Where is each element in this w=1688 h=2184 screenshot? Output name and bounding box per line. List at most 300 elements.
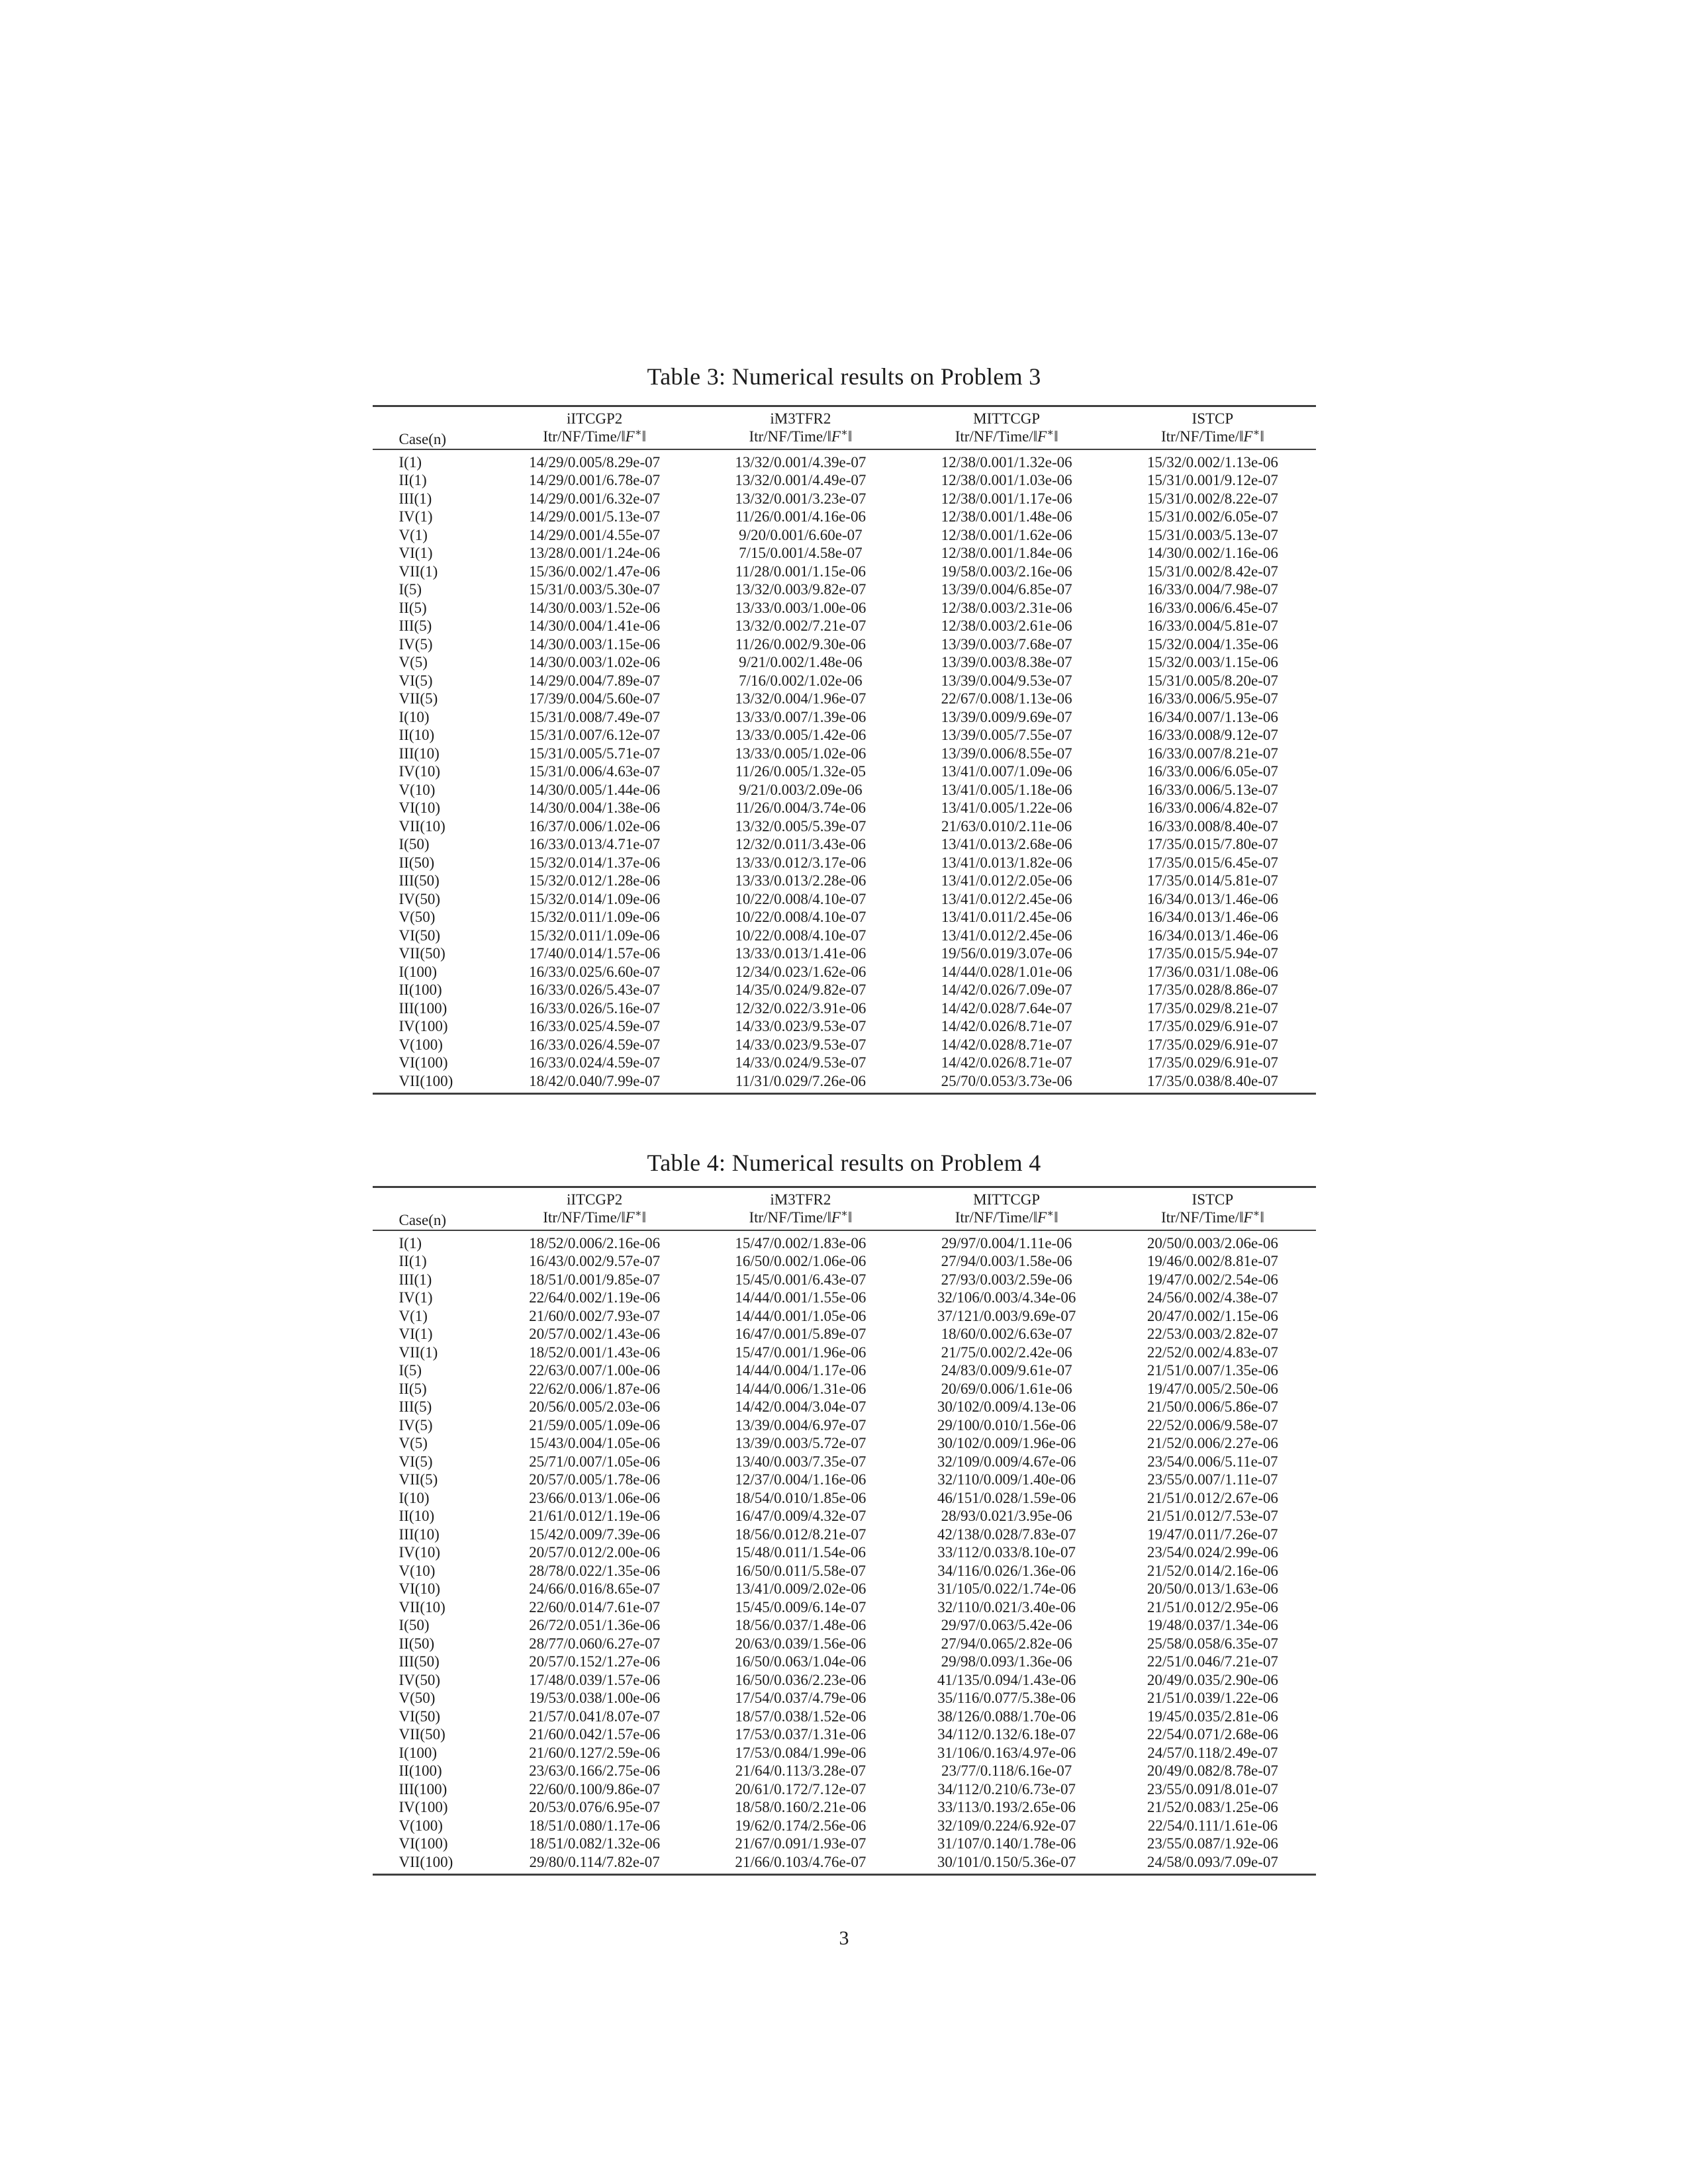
value-cell: 13/39/0.003/7.68e-07 xyxy=(941,635,1072,653)
value-cell: 17/35/0.038/8.40e-07 xyxy=(1147,1072,1278,1089)
value-cell: 16/34/0.013/1.46e-06 xyxy=(1147,927,1278,944)
value-cell: 19/62/0.174/2.56e-06 xyxy=(735,1817,867,1834)
value-cell: 20/50/0.003/2.06e-06 xyxy=(1147,1234,1278,1251)
value-cell: 18/51/0.001/9.85e-07 xyxy=(529,1271,661,1288)
value-cell: 15/32/0.014/1.09e-06 xyxy=(529,890,661,907)
result-row xyxy=(373,927,1316,945)
value-cell: 16/33/0.025/6.60e-07 xyxy=(529,963,661,980)
value-cell: 13/39/0.004/6.97e-07 xyxy=(735,1416,867,1433)
value-cell: 22/63/0.007/1.00e-06 xyxy=(529,1362,661,1379)
value-cell: 17/35/0.014/5.81e-07 xyxy=(1147,872,1278,889)
value-cell: 20/57/0.152/1.27e-06 xyxy=(529,1653,661,1670)
case-cell: III(5) xyxy=(399,617,432,634)
value-cell: 21/50/0.006/5.86e-07 xyxy=(1147,1398,1278,1415)
value-cell: 17/35/0.029/6.91e-07 xyxy=(1147,1054,1278,1071)
result-row xyxy=(373,1689,1316,1707)
value-cell: 16/43/0.002/9.57e-07 xyxy=(529,1253,661,1269)
value-cell: 14/42/0.026/7.09e-07 xyxy=(941,981,1072,998)
value-cell: 9/21/0.003/2.09e-06 xyxy=(739,781,863,798)
value-cell: 13/39/0.005/7.55e-07 xyxy=(941,727,1072,743)
value-cell: 15/32/0.014/1.37e-06 xyxy=(529,854,661,871)
value-cell: 16/33/0.026/5.43e-07 xyxy=(529,981,661,998)
value-cell: 22/67/0.008/1.13e-06 xyxy=(941,690,1072,707)
case-cell: II(50) xyxy=(399,854,435,871)
value-cell: 17/54/0.037/4.79e-06 xyxy=(735,1690,867,1706)
result-row xyxy=(373,526,1316,545)
value-cell: 20/63/0.039/1.56e-06 xyxy=(735,1635,867,1652)
case-cell: IV(1) xyxy=(399,1289,433,1306)
value-cell: 21/64/0.113/3.28e-07 xyxy=(735,1762,866,1779)
case-cell: II(1) xyxy=(399,472,427,488)
result-row xyxy=(373,1653,1316,1671)
value-cell: 7/15/0.001/4.58e-07 xyxy=(739,545,863,561)
value-cell: 13/41/0.012/2.45e-06 xyxy=(941,890,1072,907)
case-cell: III(50) xyxy=(399,872,440,889)
case-cell: III(10) xyxy=(399,1525,440,1543)
value-cell: 20/56/0.005/2.03e-06 xyxy=(529,1398,661,1415)
value-cell: 13/41/0.009/2.02e-06 xyxy=(735,1580,867,1597)
case-cell: VI(100) xyxy=(399,1054,448,1071)
table4 xyxy=(373,1186,1316,1876)
case-cell: IV(5) xyxy=(399,635,433,653)
case-cell: IV(50) xyxy=(399,1671,441,1688)
value-cell: 32/110/0.021/3.40e-06 xyxy=(937,1598,1076,1615)
value-cell: 16/33/0.024/4.59e-07 xyxy=(529,1054,661,1071)
value-cell: 17/35/0.015/7.80e-07 xyxy=(1147,836,1278,852)
case-cell: VII(1) xyxy=(399,563,438,580)
method-header-istcp: ISTCP xyxy=(1192,1191,1234,1208)
value-cell: 13/41/0.013/2.68e-06 xyxy=(941,836,1072,852)
value-cell: 17/53/0.084/1.99e-06 xyxy=(735,1744,867,1761)
value-cell: 14/29/0.004/7.89e-07 xyxy=(529,672,661,689)
metrics-header xyxy=(698,428,904,449)
case-cell: VII(50) xyxy=(399,1726,445,1743)
result-row xyxy=(373,708,1316,727)
value-cell: 20/69/0.006/1.61e-06 xyxy=(941,1380,1072,1397)
value-cell: 16/50/0.011/5.58e-07 xyxy=(735,1562,866,1579)
method-header-mittcgp: MITTCGP xyxy=(973,410,1041,427)
value-cell: 16/37/0.006/1.02e-06 xyxy=(529,817,661,835)
value-cell: 13/33/0.003/1.00e-06 xyxy=(735,599,867,616)
result-row xyxy=(373,617,1316,635)
value-cell: 22/64/0.002/1.19e-06 xyxy=(529,1289,661,1306)
value-cell: 13/39/0.003/5.72e-07 xyxy=(735,1435,867,1451)
value-cell: 16/33/0.006/4.82e-07 xyxy=(1147,799,1278,816)
value-cell: 15/45/0.009/6.14e-07 xyxy=(735,1598,867,1615)
value-cell: 11/26/0.005/1.32e-05 xyxy=(735,763,866,780)
norm-close: ‖ xyxy=(641,1208,647,1226)
case-cell: VII(100) xyxy=(399,1072,453,1089)
value-cell: 18/56/0.012/8.21e-07 xyxy=(735,1525,867,1543)
value-cell: 23/77/0.118/6.16e-07 xyxy=(941,1762,1072,1779)
metrics-header-row xyxy=(373,428,1316,449)
result-row xyxy=(373,1835,1316,1853)
result-row xyxy=(373,1744,1316,1762)
value-cell: 18/52/0.006/2.16e-06 xyxy=(529,1234,661,1251)
metrics-header-row xyxy=(373,1209,1316,1230)
value-cell: 15/31/0.005/5.71e-07 xyxy=(529,745,661,762)
value-cell: 23/63/0.166/2.75e-06 xyxy=(529,1762,661,1779)
value-cell: 15/31/0.002/8.22e-07 xyxy=(1147,490,1278,507)
value-cell: 16/50/0.036/2.23e-06 xyxy=(735,1671,867,1688)
value-cell: 20/53/0.076/6.95e-07 xyxy=(529,1799,661,1815)
value-cell: 15/32/0.002/1.13e-06 xyxy=(1147,453,1278,471)
value-cell: 15/31/0.008/7.49e-07 xyxy=(529,708,661,725)
value-cell: 29/100/0.010/1.56e-06 xyxy=(937,1416,1076,1433)
value-cell: 23/54/0.024/2.99e-06 xyxy=(1147,1544,1278,1561)
value-cell: 21/67/0.091/1.93e-07 xyxy=(735,1835,867,1852)
case-cell: IV(10) xyxy=(399,1544,441,1561)
case-cell: VII(10) xyxy=(399,817,445,835)
result-row xyxy=(373,890,1316,909)
method-header-mittcgp: MITTCGP xyxy=(973,1191,1041,1208)
value-cell: 14/44/0.028/1.01e-06 xyxy=(941,963,1072,980)
result-row xyxy=(373,690,1316,708)
value-cell: 13/32/0.004/1.96e-07 xyxy=(735,690,867,707)
value-cell: 16/34/0.007/1.13e-06 xyxy=(1147,708,1278,725)
value-cell: 12/38/0.001/1.17e-06 xyxy=(941,490,1072,507)
value-cell: 16/33/0.004/5.81e-07 xyxy=(1147,617,1278,634)
result-row xyxy=(373,1762,1316,1780)
value-cell: 19/58/0.003/2.16e-06 xyxy=(941,563,1072,580)
value-cell: 15/31/0.003/5.13e-07 xyxy=(1147,526,1278,543)
value-cell: 31/105/0.022/1.74e-06 xyxy=(937,1580,1076,1597)
case-column-header: Case(n) xyxy=(399,1211,447,1228)
case-cell: III(1) xyxy=(399,490,432,507)
value-cell: 33/112/0.033/8.10e-07 xyxy=(937,1544,1076,1561)
value-cell: 15/36/0.002/1.47e-06 xyxy=(529,563,661,580)
value-cell: 27/94/0.003/1.58e-06 xyxy=(941,1253,1072,1269)
value-cell: 14/30/0.004/1.38e-06 xyxy=(529,799,661,816)
result-row xyxy=(373,1271,1316,1289)
case-cell: II(5) xyxy=(399,599,427,616)
page-number: 3 xyxy=(839,1927,849,1949)
metrics-label: Itr/NF/Time/‖ xyxy=(543,1208,626,1226)
metrics-label: Itr/NF/Time/‖ xyxy=(749,428,831,445)
value-cell: 13/32/0.005/5.39e-07 xyxy=(735,817,867,835)
case-cell: IV(5) xyxy=(399,1416,433,1433)
value-cell: 14/29/0.001/4.55e-07 xyxy=(529,526,661,543)
value-cell: 31/106/0.163/4.97e-06 xyxy=(937,1744,1076,1761)
value-cell: 19/53/0.038/1.00e-06 xyxy=(529,1690,661,1706)
result-row xyxy=(373,799,1316,817)
result-row xyxy=(373,872,1316,890)
value-cell: 15/31/0.002/6.05e-07 xyxy=(1147,508,1278,525)
table3-header xyxy=(373,406,1316,449)
value-cell: 34/112/0.132/6.18e-07 xyxy=(937,1726,1076,1743)
case-cell: V(50) xyxy=(399,1690,436,1706)
metrics-header xyxy=(904,428,1109,449)
case-cell: I(10) xyxy=(399,708,430,725)
case-cell: III(5) xyxy=(399,1398,432,1415)
case-cell: V(1) xyxy=(399,526,428,543)
result-row xyxy=(373,817,1316,836)
metrics-header xyxy=(904,1209,1109,1230)
result-row xyxy=(373,508,1316,526)
value-cell: 13/33/0.005/1.42e-06 xyxy=(735,727,867,743)
norm-close: ‖ xyxy=(847,428,853,445)
value-cell: 21/63/0.010/2.11e-06 xyxy=(941,817,1072,835)
value-cell: 13/28/0.001/1.24e-06 xyxy=(529,545,661,561)
value-cell: 21/52/0.006/2.27e-06 xyxy=(1147,1435,1278,1451)
value-cell: 29/97/0.004/1.11e-06 xyxy=(941,1234,1072,1251)
case-cell: V(100) xyxy=(399,1036,443,1053)
value-cell: 20/57/0.012/2.00e-06 xyxy=(529,1544,661,1561)
value-cell: 21/51/0.007/1.35e-06 xyxy=(1147,1362,1278,1379)
value-cell: 24/56/0.002/4.38e-07 xyxy=(1147,1289,1278,1306)
result-row xyxy=(373,1507,1316,1525)
value-cell: 15/45/0.001/6.43e-07 xyxy=(735,1271,867,1288)
value-cell: 12/38/0.001/1.84e-06 xyxy=(941,545,1072,561)
value-cell: 32/109/0.009/4.67e-06 xyxy=(937,1453,1076,1470)
method-header-im3tfr2: iM3TFR2 xyxy=(770,410,831,427)
value-cell: 13/41/0.007/1.09e-06 xyxy=(941,763,1072,780)
value-cell: 21/51/0.012/7.53e-07 xyxy=(1147,1508,1278,1524)
value-cell: 20/47/0.002/1.15e-06 xyxy=(1147,1307,1278,1324)
result-row xyxy=(373,1289,1316,1307)
result-row xyxy=(373,1230,1316,1253)
value-cell: 34/112/0.210/6.73e-07 xyxy=(937,1780,1076,1797)
value-cell: 23/54/0.006/5.11e-07 xyxy=(1147,1453,1278,1470)
case-cell: VI(1) xyxy=(399,1326,433,1342)
result-row xyxy=(373,1817,1316,1835)
case-cell: IV(1) xyxy=(399,508,433,525)
value-cell: 14/29/0.001/6.32e-07 xyxy=(529,490,661,507)
value-cell: 14/33/0.024/9.53e-07 xyxy=(735,1054,867,1071)
value-cell: 16/50/0.063/1.04e-06 xyxy=(735,1653,867,1670)
case-cell: V(10) xyxy=(399,781,436,798)
value-cell: 13/32/0.001/3.23e-07 xyxy=(735,490,867,507)
value-cell: 17/40/0.014/1.57e-06 xyxy=(529,945,661,962)
value-cell: 9/20/0.001/6.60e-07 xyxy=(739,526,863,543)
value-cell: 13/32/0.003/9.82e-07 xyxy=(735,581,867,598)
value-cell: 14/30/0.003/1.02e-06 xyxy=(529,654,661,670)
value-cell: 11/26/0.004/3.74e-06 xyxy=(735,799,866,816)
value-cell: 22/51/0.046/7.21e-07 xyxy=(1147,1653,1278,1670)
value-cell: 32/110/0.009/1.40e-06 xyxy=(937,1471,1076,1488)
value-cell: 13/41/0.005/1.22e-06 xyxy=(941,799,1072,816)
value-cell: 21/57/0.041/8.07e-07 xyxy=(529,1707,661,1725)
value-cell: 16/33/0.006/6.05e-07 xyxy=(1147,763,1278,780)
case-cell: II(100) xyxy=(399,981,442,998)
value-cell: 16/34/0.013/1.46e-06 xyxy=(1147,909,1278,925)
value-cell: 17/39/0.004/5.60e-07 xyxy=(529,690,661,707)
case-cell: I(100) xyxy=(399,1744,437,1761)
value-cell: 16/33/0.006/6.45e-07 xyxy=(1147,599,1278,616)
value-cell: 15/32/0.003/1.15e-06 xyxy=(1147,654,1278,670)
value-cell: 14/44/0.006/1.31e-06 xyxy=(735,1380,867,1397)
result-row xyxy=(373,1453,1316,1471)
value-cell: 19/47/0.002/2.54e-06 xyxy=(1147,1271,1278,1288)
value-cell: 14/42/0.026/8.71e-07 xyxy=(941,1018,1072,1034)
value-cell: 22/62/0.006/1.87e-06 xyxy=(529,1380,661,1397)
value-cell: 13/39/0.006/8.55e-07 xyxy=(941,745,1072,762)
value-cell: 19/47/0.011/7.26e-07 xyxy=(1147,1525,1278,1543)
method-header-iitcgp2: iITCGP2 xyxy=(566,1191,623,1208)
value-cell: 14/30/0.003/1.52e-06 xyxy=(529,599,661,616)
value-cell: 18/54/0.010/1.85e-06 xyxy=(735,1489,867,1506)
value-cell: 9/21/0.002/1.48e-06 xyxy=(739,654,863,670)
f-norm-symbol: F xyxy=(831,428,841,445)
value-cell: 13/33/0.007/1.39e-06 xyxy=(735,708,867,725)
norm-close: ‖ xyxy=(1054,1208,1058,1226)
value-cell: 31/107/0.140/1.78e-06 xyxy=(937,1835,1076,1852)
value-cell: 41/135/0.094/1.43e-06 xyxy=(937,1671,1076,1688)
value-cell: 18/57/0.038/1.52e-06 xyxy=(735,1707,867,1725)
value-cell: 25/58/0.058/6.35e-07 xyxy=(1147,1635,1278,1652)
method-header-row xyxy=(373,1187,1316,1209)
f-norm-symbol: F xyxy=(1037,1208,1047,1226)
metrics-label: Itr/NF/Time/‖ xyxy=(749,1208,831,1226)
value-cell: 15/47/0.001/1.96e-06 xyxy=(735,1343,867,1361)
result-row xyxy=(373,672,1316,690)
result-row xyxy=(373,1616,1316,1635)
value-cell: 17/35/0.029/6.91e-07 xyxy=(1147,1036,1278,1053)
result-row xyxy=(373,1798,1316,1817)
value-cell: 19/45/0.035/2.81e-06 xyxy=(1147,1707,1278,1725)
result-row xyxy=(373,1361,1316,1380)
value-cell: 13/32/0.002/7.21e-07 xyxy=(735,617,867,634)
value-cell: 19/47/0.005/2.50e-06 xyxy=(1147,1380,1278,1397)
value-cell: 15/31/0.007/6.12e-07 xyxy=(529,727,661,743)
value-cell: 10/22/0.008/4.10e-07 xyxy=(735,909,867,925)
value-cell: 37/121/0.003/9.69e-07 xyxy=(937,1307,1076,1324)
case-cell: VI(50) xyxy=(399,927,441,944)
value-cell: 15/31/0.001/9.12e-07 xyxy=(1147,472,1278,488)
result-row xyxy=(373,854,1316,872)
value-cell: 15/32/0.011/1.09e-06 xyxy=(529,927,660,944)
result-row xyxy=(373,1054,1316,1072)
value-cell: 17/35/0.015/6.45e-07 xyxy=(1147,854,1278,871)
value-cell: 16/33/0.026/4.59e-07 xyxy=(529,1036,661,1053)
value-cell: 14/30/0.003/1.15e-06 xyxy=(529,635,661,653)
f-norm-symbol: F xyxy=(625,428,635,445)
case-cell: VI(5) xyxy=(399,1453,433,1470)
value-cell: 29/98/0.093/1.36e-06 xyxy=(941,1653,1072,1670)
value-cell: 18/42/0.040/7.99e-07 xyxy=(529,1072,661,1089)
value-cell: 34/116/0.026/1.36e-06 xyxy=(937,1562,1076,1579)
case-cell: VI(10) xyxy=(399,799,441,816)
star-superscript: ∗ xyxy=(1252,426,1260,438)
value-cell: 30/101/0.150/5.36e-07 xyxy=(937,1853,1076,1870)
result-row xyxy=(373,449,1316,472)
f-norm-symbol: F xyxy=(625,1208,635,1226)
case-cell: IV(100) xyxy=(399,1799,448,1815)
case-column-header: Case(n) xyxy=(399,430,447,447)
case-cell: II(5) xyxy=(399,1380,427,1397)
value-cell: 16/33/0.006/5.13e-07 xyxy=(1147,781,1278,798)
value-cell: 16/33/0.004/7.98e-07 xyxy=(1147,581,1278,598)
value-cell: 14/35/0.024/9.82e-07 xyxy=(735,981,867,998)
value-cell: 14/29/0.005/8.29e-07 xyxy=(529,453,661,471)
table4-header xyxy=(373,1187,1316,1230)
value-cell: 11/26/0.001/4.16e-06 xyxy=(735,508,866,525)
value-cell: 14/44/0.001/1.55e-06 xyxy=(735,1289,867,1306)
value-cell: 26/72/0.051/1.36e-06 xyxy=(529,1617,661,1633)
value-cell: 23/55/0.007/1.11e-07 xyxy=(1147,1471,1278,1488)
case-cell: I(100) xyxy=(399,963,437,980)
value-cell: 14/44/0.004/1.17e-06 xyxy=(735,1362,867,1379)
value-cell: 20/49/0.082/8.78e-07 xyxy=(1147,1762,1278,1779)
value-cell: 15/32/0.004/1.35e-06 xyxy=(1147,635,1278,653)
value-cell: 13/39/0.004/9.53e-07 xyxy=(941,672,1072,689)
result-row xyxy=(373,635,1316,654)
case-cell: III(10) xyxy=(399,745,440,762)
value-cell: 21/60/0.042/1.57e-06 xyxy=(529,1726,661,1743)
case-cell: V(5) xyxy=(399,654,428,670)
value-cell: 46/151/0.028/1.59e-06 xyxy=(937,1489,1076,1506)
value-cell: 12/34/0.023/1.62e-06 xyxy=(735,963,867,980)
value-cell: 11/31/0.029/7.26e-06 xyxy=(735,1072,866,1089)
value-cell: 14/42/0.026/8.71e-07 xyxy=(941,1054,1072,1071)
value-cell: 21/75/0.002/2.42e-06 xyxy=(941,1343,1072,1361)
value-cell: 21/60/0.002/7.93e-07 xyxy=(529,1307,661,1324)
result-row xyxy=(373,544,1316,563)
result-row xyxy=(373,908,1316,927)
value-cell: 14/29/0.001/5.13e-07 xyxy=(529,508,661,525)
result-row xyxy=(373,981,1316,999)
value-cell: 16/47/0.001/5.89e-07 xyxy=(735,1326,867,1342)
value-cell: 13/33/0.012/3.17e-06 xyxy=(735,854,867,871)
value-cell: 14/42/0.028/8.71e-07 xyxy=(941,1036,1072,1053)
value-cell: 28/77/0.060/6.27e-07 xyxy=(529,1635,661,1652)
value-cell: 11/28/0.001/1.15e-06 xyxy=(735,563,866,580)
case-cell: VII(50) xyxy=(399,945,445,962)
star-superscript: ∗ xyxy=(634,426,642,438)
value-cell: 14/42/0.028/7.64e-07 xyxy=(941,999,1072,1017)
method-header-im3tfr2: iM3TFR2 xyxy=(770,1191,831,1208)
value-cell: 25/71/0.007/1.05e-06 xyxy=(529,1453,661,1470)
value-cell: 20/50/0.013/1.63e-06 xyxy=(1147,1580,1278,1597)
value-cell: 13/41/0.011/2.45e-06 xyxy=(941,909,1072,925)
value-cell: 13/33/0.013/1.41e-06 xyxy=(735,945,867,962)
value-cell: 23/55/0.087/1.92e-06 xyxy=(1147,1835,1278,1852)
table3 xyxy=(373,405,1316,1095)
result-row xyxy=(373,1525,1316,1544)
case-cell: II(10) xyxy=(399,1508,435,1524)
value-cell: 42/138/0.028/7.83e-07 xyxy=(937,1525,1076,1543)
case-cell: III(1) xyxy=(399,1271,432,1288)
value-cell: 15/31/0.003/5.30e-07 xyxy=(529,581,661,598)
value-cell: 12/38/0.003/2.61e-06 xyxy=(941,617,1072,634)
result-row xyxy=(373,1434,1316,1453)
table3-body xyxy=(373,449,1316,1094)
value-cell: 13/41/0.013/1.82e-06 xyxy=(941,854,1072,871)
result-row xyxy=(373,944,1316,963)
value-cell: 19/48/0.037/1.34e-06 xyxy=(1147,1617,1278,1633)
value-cell: 13/41/0.012/2.05e-06 xyxy=(941,872,1072,889)
value-cell: 32/109/0.224/6.92e-07 xyxy=(937,1817,1076,1834)
case-cell: VI(10) xyxy=(399,1580,441,1597)
result-row xyxy=(373,1671,1316,1690)
case-cell: V(5) xyxy=(399,1435,428,1451)
value-cell: 12/38/0.003/2.31e-06 xyxy=(941,599,1072,616)
value-cell: 15/32/0.012/1.28e-06 xyxy=(529,872,661,889)
case-cell: II(1) xyxy=(399,1253,427,1269)
norm-close: ‖ xyxy=(1260,428,1264,445)
value-cell: 13/41/0.012/2.45e-06 xyxy=(941,927,1072,944)
metrics-header xyxy=(698,1209,904,1230)
metrics-header xyxy=(1109,1209,1315,1230)
f-norm-symbol: F xyxy=(1037,428,1047,445)
value-cell: 12/38/0.001/1.62e-06 xyxy=(941,526,1072,543)
result-row xyxy=(373,653,1316,672)
value-cell: 14/33/0.023/9.53e-07 xyxy=(735,1018,867,1034)
value-cell: 22/60/0.014/7.61e-07 xyxy=(529,1598,661,1615)
value-cell: 16/33/0.008/9.12e-07 xyxy=(1147,727,1278,743)
case-cell: I(1) xyxy=(399,1234,422,1251)
method-header-istcp: ISTCP xyxy=(1192,410,1234,427)
